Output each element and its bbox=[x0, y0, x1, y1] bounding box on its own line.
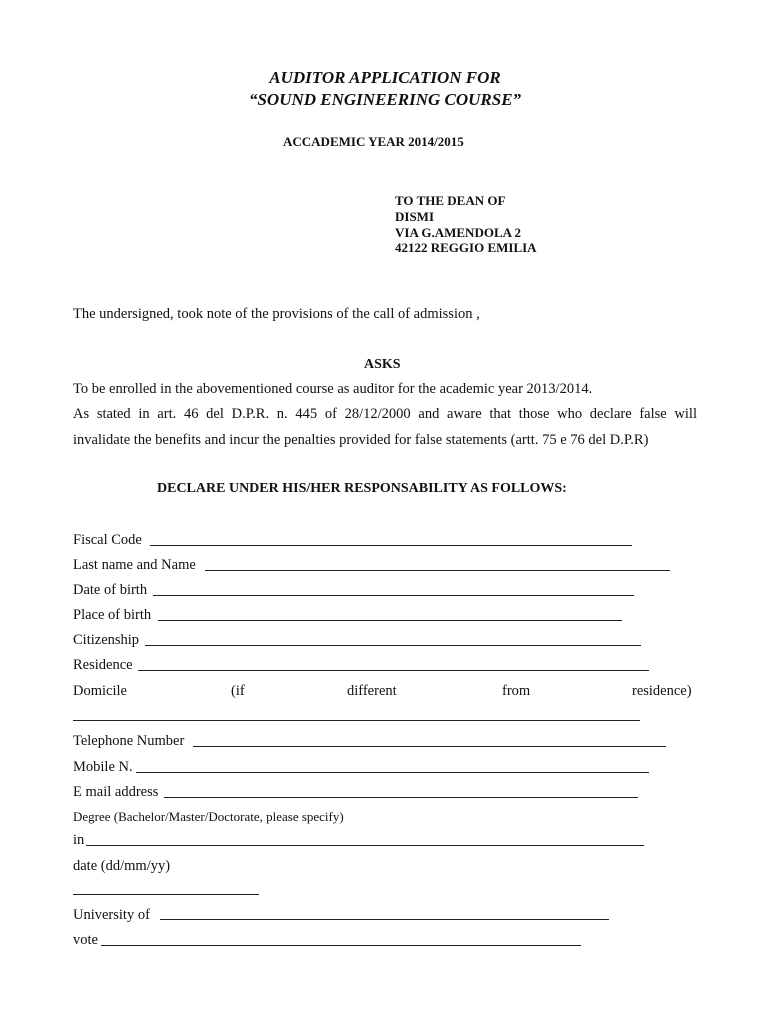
address-line-4: 42122 REGGIO EMILIA bbox=[395, 240, 537, 255]
domicile-word-4: from bbox=[502, 683, 531, 699]
university-label: University of bbox=[73, 907, 150, 923]
email-label: E mail address bbox=[73, 784, 159, 800]
document-title-line-1: AUDITOR APPLICATION FOR bbox=[269, 68, 501, 87]
fiscal-code-label: Fiscal Code bbox=[73, 532, 142, 548]
asks-heading: ASKS bbox=[364, 357, 401, 372]
telephone-label: Telephone Number bbox=[73, 733, 185, 749]
address-line-3: VIA G.AMENDOLA 2 bbox=[395, 225, 522, 240]
last-name-field[interactable] bbox=[205, 570, 670, 571]
date-of-birth-label: Date of birth bbox=[73, 582, 148, 598]
citizenship-field[interactable] bbox=[145, 645, 641, 646]
document-title-line-2: “SOUND ENGINEERING COURSE” bbox=[248, 90, 522, 109]
citizenship-label: Citizenship bbox=[73, 632, 140, 648]
intro-text: The undersigned, took note of the provisions of the call of admission , bbox=[73, 306, 480, 322]
date-label: date (dd/mm/yy) bbox=[73, 858, 171, 874]
mobile-label: Mobile N. bbox=[73, 759, 133, 775]
university-field[interactable] bbox=[160, 919, 609, 920]
declare-heading: DECLARE UNDER HIS/HER RESPONSABILITY AS FOLLOWS: bbox=[157, 481, 567, 496]
degree-in-field[interactable] bbox=[86, 845, 644, 846]
email-field[interactable] bbox=[164, 797, 638, 798]
domicile-field[interactable] bbox=[73, 720, 640, 721]
statement-line-2: invalidate the benefits and incur the penalties provided for false statements (artt. 75 e 76 del D.P.R) bbox=[73, 432, 649, 448]
address-line-1: TO THE DEAN OF bbox=[395, 193, 506, 208]
address-line-2: DISMI bbox=[395, 209, 435, 224]
telephone-field[interactable] bbox=[193, 746, 666, 747]
domicile-word-1: Domicile bbox=[73, 683, 127, 699]
degree-in-label: in bbox=[73, 832, 85, 848]
statement-line-1: As stated in art. 46 del D.P.R. n. 445 of 28/12/2000 and aware that those who declare false will bbox=[73, 406, 697, 422]
vote-label: vote bbox=[73, 932, 98, 948]
place-of-birth-field[interactable] bbox=[158, 620, 622, 621]
domicile-word-3: different bbox=[347, 683, 397, 699]
degree-label: Degree (Bachelor/Master/Doctorate, please specify) bbox=[73, 809, 344, 824]
domicile-word-5: residence) bbox=[632, 683, 692, 699]
fiscal-code-field[interactable] bbox=[150, 545, 632, 546]
mobile-field[interactable] bbox=[136, 772, 649, 773]
place-of-birth-label: Place of birth bbox=[73, 607, 152, 623]
academic-year: ACCADEMIC YEAR 2014/2015 bbox=[283, 134, 464, 149]
residence-label: Residence bbox=[73, 657, 133, 673]
date-field[interactable] bbox=[73, 894, 259, 895]
vote-field[interactable] bbox=[101, 945, 581, 946]
request-text: To be enrolled in the abovementioned course as auditor for the academic year 2013/2014. bbox=[73, 381, 593, 397]
domicile-word-2: (if bbox=[231, 683, 245, 699]
date-of-birth-field[interactable] bbox=[153, 595, 634, 596]
residence-field[interactable] bbox=[138, 670, 649, 671]
last-name-label: Last name and Name bbox=[73, 557, 196, 573]
